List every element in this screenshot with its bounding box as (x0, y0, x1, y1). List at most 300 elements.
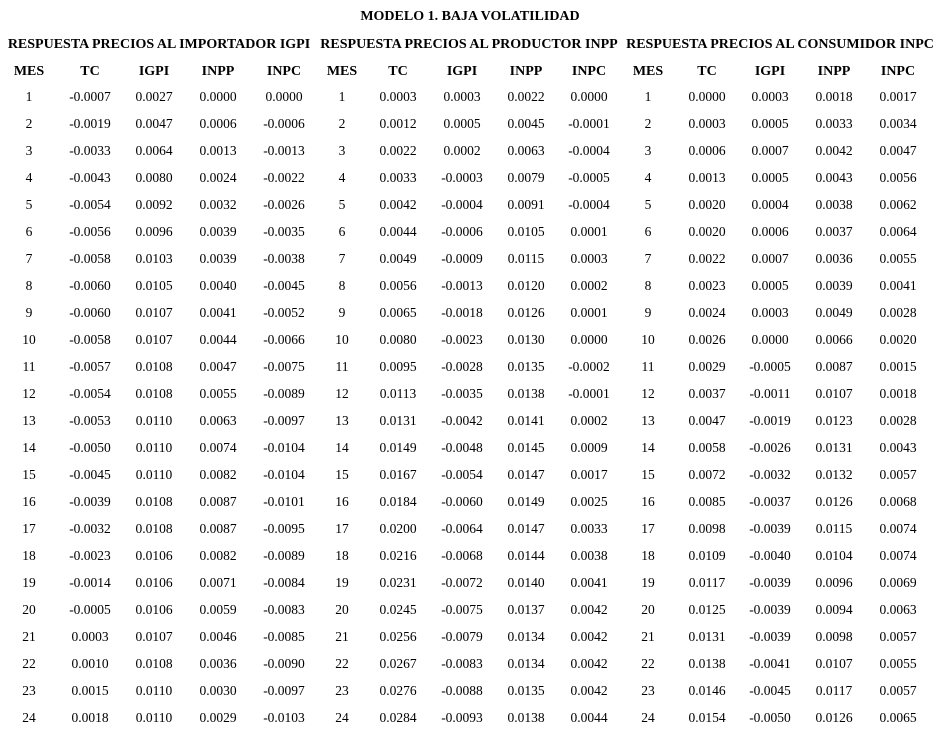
table-cell: -0.0009 (441, 251, 483, 266)
table-cell: -0.0056 (69, 224, 111, 239)
table-cell: 10 (335, 332, 349, 347)
table-cell: 0.0024 (199, 170, 237, 185)
table-cell: 0.0018 (71, 710, 109, 725)
table-cell: 0.0007 (751, 143, 789, 158)
table-cell: 0.0115 (507, 251, 545, 266)
table-cell: 0.0095 (379, 359, 417, 374)
table-cell: 0.0043 (815, 170, 853, 185)
table-cell: 0.0107 (135, 305, 173, 320)
table-cell: -0.0064 (441, 521, 483, 536)
table-cell: 15 (335, 467, 349, 482)
table-cell: 0.0022 (507, 89, 545, 104)
table-cell: 0.0092 (135, 197, 173, 212)
table-row (620, 596, 930, 623)
table-cell: -0.0039 (69, 494, 111, 509)
table-cell: 0.0039 (815, 278, 853, 293)
table-cell: 0.0267 (379, 656, 417, 671)
table-cell: 8 (644, 278, 652, 293)
table-row (318, 434, 620, 461)
table-cell: 0.0135 (507, 683, 545, 698)
table-cell: -0.0060 (441, 494, 483, 509)
table-cell: 0.0005 (443, 116, 481, 131)
column-header-inpc: INPC (571, 64, 607, 79)
header-row (318, 61, 620, 83)
table-cell: 0.0110 (135, 413, 173, 428)
table-cell: 0.0096 (135, 224, 173, 239)
table-cell: 10 (641, 332, 655, 347)
table-row (318, 407, 620, 434)
table-cell: 20 (335, 602, 349, 617)
table-cell: 0.0098 (815, 629, 853, 644)
table-cell: 13 (22, 413, 36, 428)
table-cell: 0.0245 (379, 602, 417, 617)
table-row (318, 704, 620, 731)
table-row (620, 380, 930, 407)
table-cell: -0.0001 (568, 116, 610, 131)
table-cell: -0.0004 (568, 143, 610, 158)
table-cell: 1 (338, 89, 346, 104)
table-row (318, 83, 620, 110)
column-header-mes: MES (632, 64, 664, 79)
table-cell: 20 (22, 602, 36, 617)
table-cell: 0.0106 (135, 575, 173, 590)
table-cell: -0.0045 (69, 467, 111, 482)
table-cell: -0.0041 (749, 656, 791, 671)
table-cell: 0.0065 (879, 710, 917, 725)
table-cell: 14 (22, 440, 36, 455)
table-cell: 4 (25, 170, 33, 185)
table-cell: 0.0038 (570, 548, 608, 563)
table-cell: 0.0059 (199, 602, 237, 617)
table-cell: -0.0060 (69, 278, 111, 293)
table-cell: 8 (25, 278, 33, 293)
table-cell: -0.0040 (749, 548, 791, 563)
table-cell: 0.0057 (879, 683, 917, 698)
table-cell: 0.0074 (199, 440, 237, 455)
table-cell: 0.0106 (135, 602, 173, 617)
table-cell: -0.0023 (441, 332, 483, 347)
table-cell: 0.0068 (879, 494, 917, 509)
table-cell: 0.0003 (570, 251, 608, 266)
table-cell: -0.0075 (263, 359, 305, 374)
table-cell: -0.0089 (263, 386, 305, 401)
table-cell: 0.0049 (815, 305, 853, 320)
table-cell: 0.0110 (135, 440, 173, 455)
table-cell: 0.0047 (135, 116, 173, 131)
table-row (318, 218, 620, 245)
table-cell: -0.0083 (441, 656, 483, 671)
table-cell: -0.0013 (441, 278, 483, 293)
table-cell: 5 (25, 197, 33, 212)
table-row (620, 434, 930, 461)
table-row (0, 272, 318, 299)
table-row (620, 326, 930, 353)
table-cell: 0.0005 (751, 278, 789, 293)
table-cell: 0.0069 (879, 575, 917, 590)
table-row (620, 245, 930, 272)
table-cell: 0.0145 (507, 440, 545, 455)
table-cell: -0.0033 (69, 143, 111, 158)
table-cell: 0.0154 (688, 710, 726, 725)
table-cell: -0.0045 (263, 278, 305, 293)
column-header-mes: MES (13, 64, 45, 79)
table-cell: 0.0108 (135, 386, 173, 401)
table-cell: 0.0126 (815, 494, 853, 509)
table-cell: 0.0131 (688, 629, 726, 644)
table-row (620, 488, 930, 515)
table-cell: -0.0004 (441, 197, 483, 212)
table-row (620, 191, 930, 218)
table-row (0, 218, 318, 245)
table-cell: 0.0074 (879, 548, 917, 563)
table-cell: -0.0095 (263, 521, 305, 536)
table-row (0, 137, 318, 164)
table-cell: 0.0033 (379, 170, 417, 185)
column-header-igpi: IGPI (446, 64, 478, 79)
table-cell: 0.0134 (507, 629, 545, 644)
table-cell: 18 (335, 548, 349, 563)
table-cell: -0.0104 (263, 440, 305, 455)
table-cell: -0.0005 (749, 359, 791, 374)
table-cell: 0.0085 (688, 494, 726, 509)
table-cell: 0.0107 (815, 386, 853, 401)
table-cell: 0.0033 (570, 521, 608, 536)
table-row (318, 488, 620, 515)
table-cell: 0.0072 (688, 467, 726, 482)
table-row (620, 650, 930, 677)
table-cell: -0.0006 (263, 116, 305, 131)
table-cell: -0.0088 (441, 683, 483, 698)
table-cell: 0.0123 (815, 413, 853, 428)
table-cell: -0.0085 (263, 629, 305, 644)
table-cell: 0.0040 (199, 278, 237, 293)
column-header-igpi: IGPI (138, 64, 170, 79)
table-cell: 0.0024 (688, 305, 726, 320)
table-cell: 0.0012 (379, 116, 417, 131)
table-row (318, 353, 620, 380)
table-cell: -0.0103 (263, 710, 305, 725)
table-cell: 0.0028 (879, 305, 917, 320)
table-cell: 0.0113 (379, 386, 417, 401)
table-cell: 11 (335, 359, 349, 374)
table-cell: -0.0006 (441, 224, 483, 239)
column-header-tc: TC (697, 64, 717, 79)
table-cell: 0.0042 (570, 683, 608, 698)
table-cell: 0.0138 (507, 386, 545, 401)
column-header-inpc: INPC (880, 64, 916, 79)
table-cell: 0.0109 (688, 548, 726, 563)
table-cell: 12 (641, 386, 655, 401)
table-cell: 0.0110 (135, 467, 173, 482)
column-header-inpp: INPP (509, 64, 543, 79)
table-cell: 0.0056 (879, 170, 917, 185)
table-row (318, 650, 620, 677)
table-cell: 0.0138 (688, 656, 726, 671)
table-cell: -0.0079 (441, 629, 483, 644)
table-cell: 0.0000 (570, 332, 608, 347)
table-cell: 0.0108 (135, 656, 173, 671)
table-cell: 0.0038 (815, 197, 853, 212)
column-header-inpc: INPC (266, 64, 302, 79)
table-row (0, 110, 318, 137)
table-row (620, 677, 930, 704)
table-cell: 14 (335, 440, 349, 455)
table-cell: 7 (338, 251, 346, 266)
table-cell: 3 (644, 143, 652, 158)
table-row (0, 407, 318, 434)
table-cell: -0.0026 (263, 197, 305, 212)
table-cell: 0.0010 (71, 656, 109, 671)
table-cell: 0.0013 (199, 143, 237, 158)
table-cell: -0.0048 (441, 440, 483, 455)
table-cell: 0.0042 (570, 602, 608, 617)
table-cell: 0.0027 (135, 89, 173, 104)
table-cell: 0.0041 (199, 305, 237, 320)
table-cell: 0.0009 (570, 440, 608, 455)
table-cell: 11 (22, 359, 36, 374)
table-cell: 0.0125 (688, 602, 726, 617)
table-block-productor (318, 36, 620, 731)
table-cell: 0.0045 (507, 116, 545, 131)
table-cell: 0.0082 (199, 548, 237, 563)
table-cell: 0.0000 (265, 89, 303, 104)
table-cell: 0.0003 (751, 305, 789, 320)
table-cell: 0.0107 (135, 332, 173, 347)
table-row (620, 542, 930, 569)
table-cell: 0.0130 (507, 332, 545, 347)
table-cell: -0.0093 (441, 710, 483, 725)
table-cell: -0.0004 (568, 197, 610, 212)
table-cell: 0.0126 (507, 305, 545, 320)
table-row (318, 272, 620, 299)
table-row (0, 569, 318, 596)
table-block-consumidor (620, 36, 940, 731)
table-cell: -0.0039 (749, 629, 791, 644)
table-cell: 5 (644, 197, 652, 212)
table-cell: 0.0047 (879, 143, 917, 158)
table-cell: -0.0003 (441, 170, 483, 185)
table-cell: 0.0002 (570, 413, 608, 428)
table-row (318, 326, 620, 353)
block-title-productor: RESPUESTA PRECIOS AL PRODUCTOR INPP (320, 37, 618, 52)
table-cell: -0.0097 (263, 683, 305, 698)
table-cell: 0.0058 (688, 440, 726, 455)
table-cell: 0.0004 (751, 197, 789, 212)
table-row (620, 704, 930, 731)
table-cell: 2 (338, 116, 346, 131)
table-row (620, 83, 930, 110)
column-header-igpi: IGPI (754, 64, 786, 79)
table-cell: 0.0001 (570, 224, 608, 239)
table-cell: 0.0131 (379, 413, 417, 428)
table-cell: -0.0032 (749, 467, 791, 482)
table-cell: 23 (22, 683, 36, 698)
table-cell: 0.0276 (379, 683, 417, 698)
table-cell: -0.0066 (263, 332, 305, 347)
table-cell: 0.0026 (688, 332, 726, 347)
table-cell: 6 (644, 224, 652, 239)
table-cell: 0.0002 (443, 143, 481, 158)
table-cell: 0.0063 (199, 413, 237, 428)
table-cell: 21 (641, 629, 655, 644)
table-row (620, 515, 930, 542)
table-cell: 0.0044 (379, 224, 417, 239)
column-header-tc: TC (80, 64, 100, 79)
table-row (0, 596, 318, 623)
table-cell: -0.0101 (263, 494, 305, 509)
table-row (318, 596, 620, 623)
block-title-importador: RESPUESTA PRECIOS AL IMPORTADOR IGPI (7, 37, 311, 52)
table-cell: 0.0028 (879, 413, 917, 428)
table-cell: 0.0018 (815, 89, 853, 104)
table-cell: 0.0080 (135, 170, 173, 185)
table-cell: -0.0054 (69, 197, 111, 212)
table-cell: 0.0020 (688, 224, 726, 239)
table-cell: 24 (22, 710, 36, 725)
table-cell: 5 (338, 197, 346, 212)
column-header-inpp: INPP (817, 64, 851, 79)
table-cell: 0.0037 (815, 224, 853, 239)
table-cell: 0.0022 (688, 251, 726, 266)
table-cell: 19 (641, 575, 655, 590)
table-cell: 0.0108 (135, 521, 173, 536)
table-cell: 0.0017 (879, 89, 917, 104)
table-row (0, 380, 318, 407)
table-cell: 0.0110 (135, 710, 173, 725)
table-cell: 0.0013 (688, 170, 726, 185)
table-cell: -0.0013 (263, 143, 305, 158)
table-cell: 0.0117 (688, 575, 726, 590)
table-cell: 19 (22, 575, 36, 590)
table-cell: 0.0115 (815, 521, 853, 536)
table-cell: -0.0089 (263, 548, 305, 563)
table-cell: 0.0147 (507, 521, 545, 536)
table-row (620, 461, 930, 488)
table-cell: 22 (641, 656, 655, 671)
table-cell: 22 (22, 656, 36, 671)
table-row (318, 299, 620, 326)
table-cell: 0.0096 (815, 575, 853, 590)
table-cell: 0.0015 (71, 683, 109, 698)
table-cell: 9 (644, 305, 652, 320)
table-row (620, 137, 930, 164)
table-row (620, 353, 930, 380)
table-cell: 0.0146 (688, 683, 726, 698)
table-cell: 0.0108 (135, 359, 173, 374)
table-cell: 0.0138 (507, 710, 545, 725)
table-cell: 0.0015 (879, 359, 917, 374)
table-cell: 0.0140 (507, 575, 545, 590)
table-row (318, 515, 620, 542)
table-row (0, 515, 318, 542)
table-cell: -0.0068 (441, 548, 483, 563)
column-header-inpp: INPP (201, 64, 235, 79)
table-cell: -0.0014 (69, 575, 111, 590)
table-cell: -0.0057 (69, 359, 111, 374)
table-cell: 23 (641, 683, 655, 698)
table-cell: -0.0028 (441, 359, 483, 374)
table-cell: -0.0002 (568, 359, 610, 374)
table-cell: 11 (641, 359, 655, 374)
table-cell: -0.0045 (749, 683, 791, 698)
table-row (318, 191, 620, 218)
table-row (0, 650, 318, 677)
table-cell: -0.0019 (69, 116, 111, 131)
table-cell: 0.0018 (879, 386, 917, 401)
table-consumidor (620, 61, 930, 731)
table-cell: 0.0137 (507, 602, 545, 617)
table-cell: 0.0126 (815, 710, 853, 725)
table-cell: -0.0097 (263, 413, 305, 428)
table-cell: 0.0200 (379, 521, 417, 536)
table-cell: 2 (25, 116, 33, 131)
table-cell: 0.0082 (199, 467, 237, 482)
table-row (620, 218, 930, 245)
table-cell: 0.0055 (199, 386, 237, 401)
table-cell: 7 (644, 251, 652, 266)
table-cell: 12 (335, 386, 349, 401)
table-cell: 0.0000 (570, 89, 608, 104)
table-cell: 17 (22, 521, 36, 536)
table-cell: -0.0072 (441, 575, 483, 590)
table-cell: -0.0054 (69, 386, 111, 401)
table-row (318, 623, 620, 650)
table-cell: 0.0030 (199, 683, 237, 698)
table-cell: 0.0074 (879, 521, 917, 536)
table-cell: 0.0005 (751, 170, 789, 185)
table-cell: 0.0064 (135, 143, 173, 158)
table-cell: 0.0091 (507, 197, 545, 212)
table-cell: 0.0110 (135, 683, 173, 698)
table-cell: 0.0131 (815, 440, 853, 455)
table-cell: 0.0036 (815, 251, 853, 266)
table-cell: 0.0042 (570, 656, 608, 671)
table-cell: 0.0057 (879, 629, 917, 644)
column-header-tc: TC (388, 64, 408, 79)
table-cell: -0.0023 (69, 548, 111, 563)
table-block-importador (0, 36, 318, 731)
table-cell: 9 (25, 305, 33, 320)
table-row (0, 191, 318, 218)
table-row (0, 623, 318, 650)
table-importador (0, 61, 318, 731)
table-cell: 24 (335, 710, 349, 725)
table-cell: 0.0044 (199, 332, 237, 347)
table-cell: 18 (641, 548, 655, 563)
table-cell: 0.0120 (507, 278, 545, 293)
table-cell: 0.0105 (135, 278, 173, 293)
table-row (318, 245, 620, 272)
table-cell: -0.0050 (749, 710, 791, 725)
table-cell: 0.0144 (507, 548, 545, 563)
table-cell: 0.0020 (879, 332, 917, 347)
block-title-consumidor: RESPUESTA PRECIOS AL CONSUMIDOR INPC (626, 37, 934, 52)
table-cell: -0.0032 (69, 521, 111, 536)
table-cell: 0.0184 (379, 494, 417, 509)
table-cell: 21 (335, 629, 349, 644)
table-cell: 17 (335, 521, 349, 536)
table-cell: -0.0060 (69, 305, 111, 320)
table-cell: 0.0046 (199, 629, 237, 644)
table-cell: 0.0036 (199, 656, 237, 671)
table-row (0, 704, 318, 731)
table-cell: 0.0063 (879, 602, 917, 617)
table-cell: -0.0104 (263, 467, 305, 482)
table-cell: -0.0001 (568, 386, 610, 401)
table-cell: 0.0080 (379, 332, 417, 347)
table-cell: 0.0055 (879, 656, 917, 671)
table-cell: 15 (22, 467, 36, 482)
